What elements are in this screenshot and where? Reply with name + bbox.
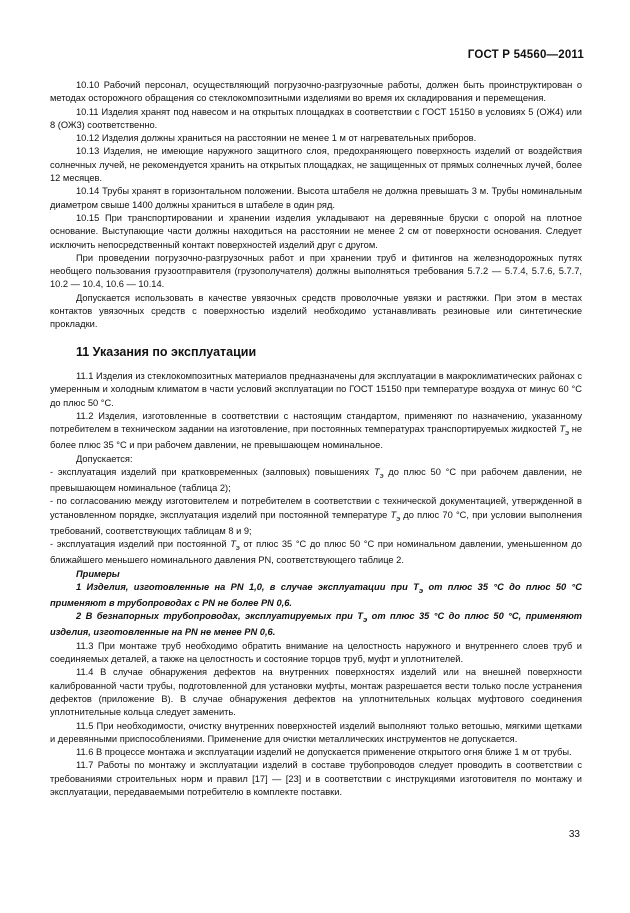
page-number: 33 [568,829,580,840]
paragraph-11-5: 11.5 При необходимости, очистку внутренних поверхностей изделий выполняют только ветошью, мягкими щетками и деревянными приспособлениями. Применение для очистки металлических инструментов не допускается. [50,720,582,744]
example-1: 1 Изделия, изготовленные на PN 1,0, в случае эксплуатации при $T_э$ от плюс 35 °С до плюс 50 °С применяют в трубопроводах с PN не более PN 0,6. [50,581,582,608]
paragraph-10-13: 10.13 Изделия, не имеющие наружного защитного слоя, предохраняющего поверхность изделий от воздействия солнечных лучей, не рекомендуется хранить на открытых площадках, не защищенных от прямых солнечных лучей, более 12 месяцев. [50,146,582,184]
document-body [50,79,582,799]
paragraph-11-1: 11.1 Изделия из стеклокомпозитных материалов предназначены для эксплуатации в макроклиматических районах с умеренным и холодным климатом в части условий эксплуатации по ГОСТ 15150 при температуре воздуха от минус 60 °С до плюс 50 °С. [50,370,582,408]
example-2: 2 В безнапорных трубопроводах, эксплуатируемых при $T_э$ от плюс 35 °С до плюс 50 °С, применяют изделия, изготовленные на PN не менее PN 0,6. [50,611,582,638]
section-11-title: 11 Указания по эксплуатации [76,344,257,359]
allowed-item-2: - по согласованию между изготовителем и потребителем в соответствии с технической документацией, утвержденной в установленном порядке, эксплуатация изделий при постоянной температуре $T_э$ до плюс 70 °С, при условии выполнения требований, соответствующих таблицам 8 и 9; [50,496,582,536]
paragraph-10-12: 10.12 Изделия должны храниться на расстоянии не менее 1 м от нагревательных приборов. [76,133,477,144]
paragraph-11-2: 11.2 Изделия, изготовленные в соответствии с настоящим стандартом, применяют по назначению, указанному потребителем в техническом задании на изготовление, при постоянных температурах транспортируемых жидкостей $T_э$ не более плюс 35 °С и при рабочем давлении, не превышающем номинальное. [50,410,582,451]
paragraph-10-14: 10.14 Трубы хранят в горизонтальном положении. Высота штабеля не должна превышать 3 м. Трубы номинальным диаметром свыше 1400 должны храниться в штабеле в один ряд. [50,186,582,210]
paragraph-ties: Допускается использовать в качестве увязочных средств проволочные увязки и растяжки. При этом в местах контактов увязочных средств с поверхностью изделий необходимо устанавливать резиновые или синтетические прокладки. [50,292,582,330]
examples-title: Примеры [76,568,120,579]
paragraph-railway: При проведении погрузочно-разгрузочных работ и при хранении труб и фитингов на железнодорожных путях необщего пользования грузоотправителя (грузополучателя) должны выполняться требования 5.7.2 — 5.7.4, 5.7.6, 5.7.7, 10.2 — 10.4, 10.6 — 10.14. [50,252,582,290]
paragraph-11-6: 11.6 В процессе монтажа и эксплуатации изделий не допускается применение открытого огня ближе 1 м от трубы. [76,747,572,758]
paragraph-10-11: 10.11 Изделия хранят под навесом и на открытых площадках в соответствии с ГОСТ 15150 в условиях 5 (ОЖ4) или 8 (ОЖ3) соответственно. [50,106,582,130]
standard-header: ГОСТ Р 54560—2011 [467,49,584,61]
allowed-label: Допускается: [76,453,133,464]
allowed-item-3: - эксплуатация изделий при постоянной $T_э$ от плюс 35 °С до плюс 50 °С при номинальном давлении, уменьшенном до ближайшего меньшего номинального давления PN, соответствующего таблице 2. [50,539,582,566]
paragraph-10-10: 10.10 Рабочий персонал, осуществляющий погрузочно-разгрузочные работы, должен быть проинструктирован о методах осторожного обращения со стеклокомпозитными изделиями во время их складирования и перемещения. [50,80,582,104]
paragraph-11-7: 11.7 Работы по монтажу и эксплуатации изделий в составе трубопроводов следует проводить в соответствии с требованиями строительных норм и правил [17] — [23] и в соответствии с инструкциями изготовителя по монтажу и эксплуатации, передаваемыми потребителю в комплекте поставки. [50,760,582,797]
paragraph-11-4: 11.4 В случае обнаружения дефектов на внутренних поверхностях изделий или на внешней поверхности калиброванной части трубы, подготовленной для установки муфты, монтаж разрешается вести только после устранения дефектов (приложение В). В случае обнаружения дефектов на уплотнительных кольцах муфтового соединения уплотнительные кольца следует заменить. [50,667,582,718]
paragraph-11-3: 11.3 При монтаже труб необходимо обратить внимание на целостность наружного и внутреннего слоев труб и соединяемых деталей, а также на целостность и состояние торцов труб, муфт и уплотнителей. [50,640,582,665]
allowed-item-1: - эксплуатация изделий при кратковременных (залповых) повышениях $T_э$ до плюс 50 °С при рабочем давлении, не превышающем номинальное (таблица 2); [50,466,583,494]
paragraph-10-15: 10.15 При транспортировании и хранении изделия укладывают на деревянные бруски с опорой на плотное основание. Выступающие части должны находиться на расстоянии не менее 2 см от поверхности основания. Следует исключить непосредственный контакт поверхностей изделий друг с другом. [50,212,582,250]
